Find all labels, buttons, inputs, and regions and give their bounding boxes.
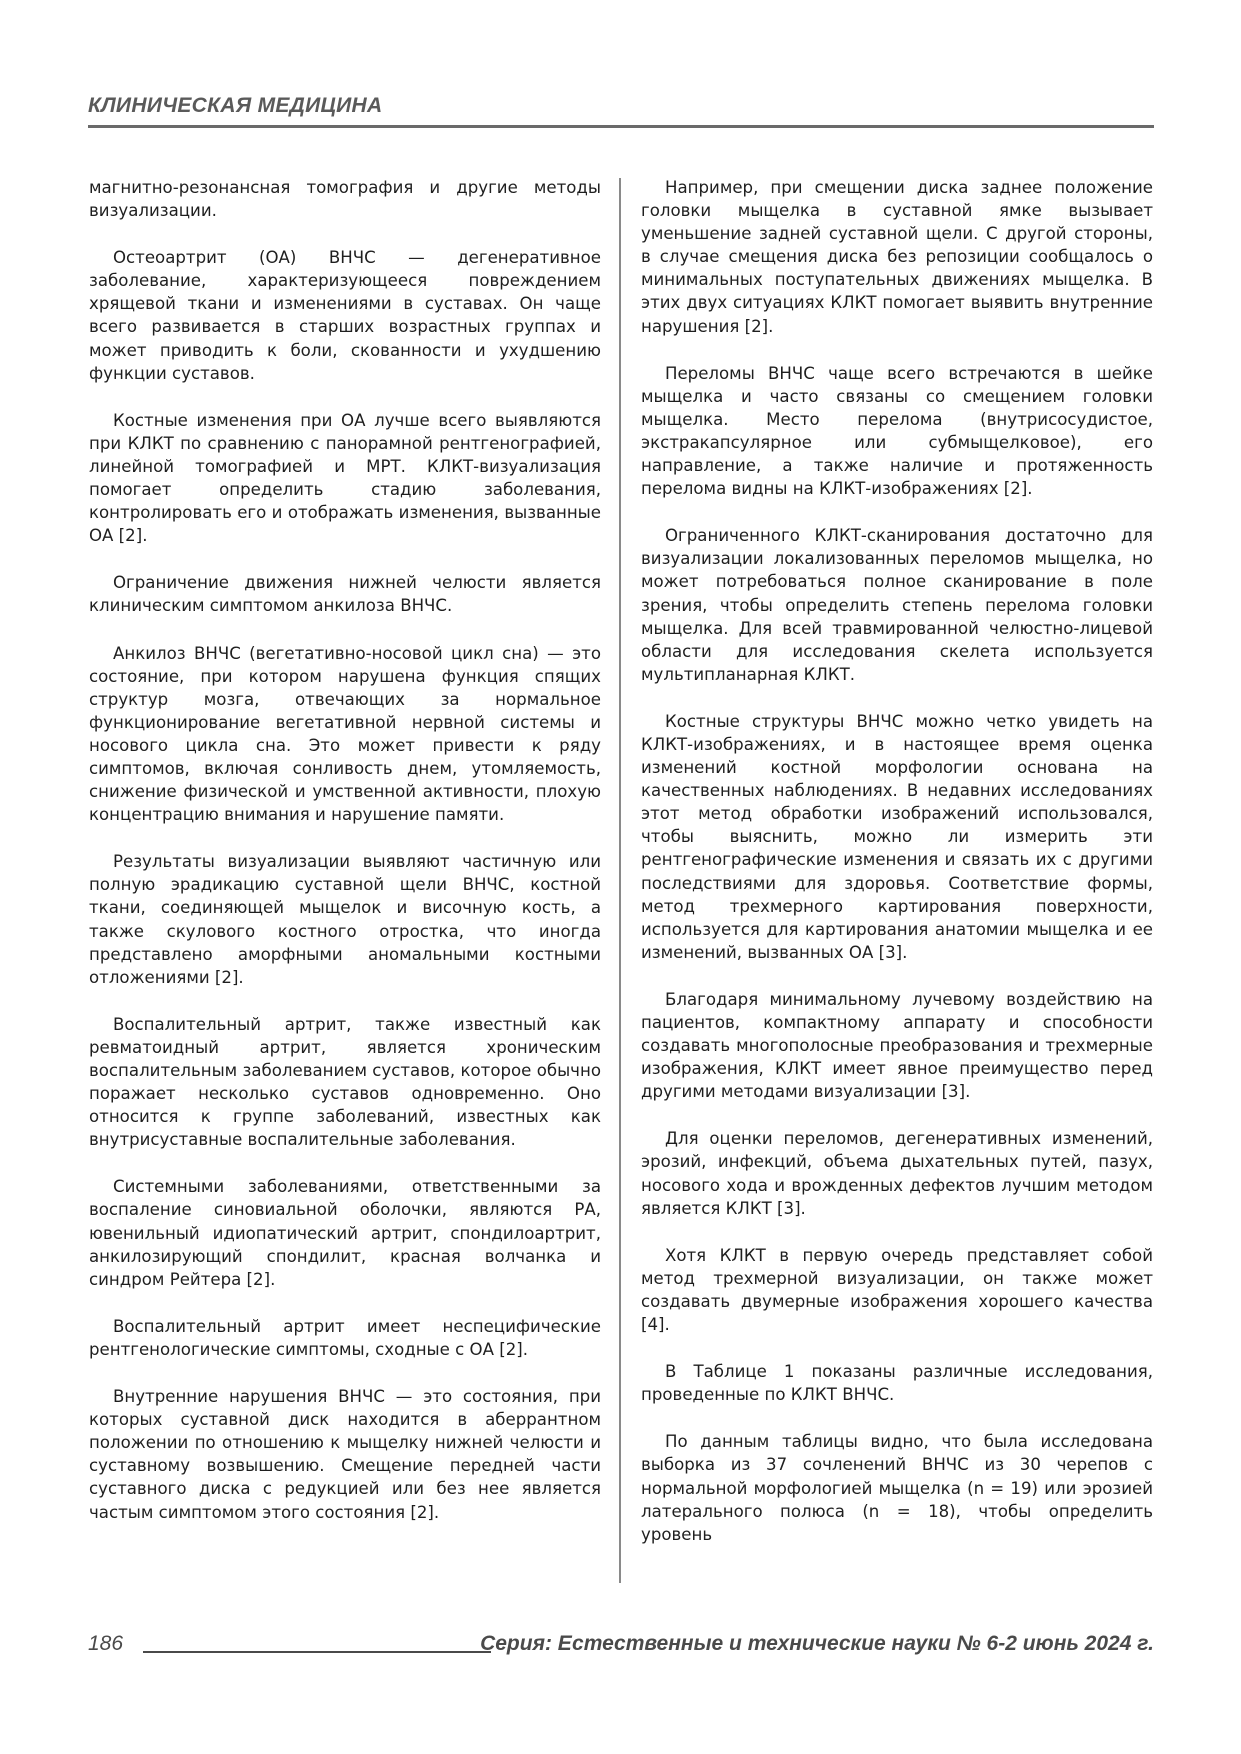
paragraph: Системными заболеваниями, ответственными за воспаление синовиальной оболочки, являются РА, ювенильный идиопатический артрит, спондилоартрит, анкилозирующий спондилит, красная волчанка и синдром Рейтера [2]. — [89, 1177, 601, 1289]
footer-rule — [143, 1651, 491, 1653]
paragraph: Хотя КЛКТ в первую очередь представляет собой метод трехмерной визуализации, он также может создавать двумерные изображения хорошего качества [4]. — [641, 1245, 1153, 1335]
paragraph: Переломы ВНЧС чаще всего встречаются в шейке мыщелка и часто связаны со смещением головки мыщелка. Место перелома (внутрисосудистое, экстракапсулярное или субмыщелковое), его направление, а также наличие и протяженность перелома видны на КЛКТ-изображениях [2]. — [641, 363, 1153, 499]
header-rule — [88, 125, 1154, 128]
paragraph: Ограничение движения нижней челюсти является клиническим симптомом анкилоза ВНЧС. — [89, 573, 601, 616]
paragraph: Внутренние нарушения ВНЧС — это состояния, при которых суставной диск находится в аберрантном положении по отношению к мыщелку нижней челюсти и суставному возвышению. Смещение передней части суставного диска с редукцией или без нее является частым симптомом этого состояния [2]. — [89, 1387, 601, 1522]
section-title: КЛИНИЧЕСКАЯ МЕДИЦИНА — [88, 94, 383, 117]
paragraph: Костные структуры ВНЧС можно четко увидеть на КЛКТ-изображениях, и в настоящее время оценка изменений костной морфологии основана на качественных наблюдениях. В недавних исследованиях этот метод обработки изображений использовался, чтобы выяснить, можно ли измерить эти рентгенографические изменения и связать их с другими последствиями для здоровья. Соответствие формы, метод трехмерного картирования поверхности, используется для картирования анатомии мыщелка и ее изменений, вызванных ОА [3]. — [641, 711, 1153, 962]
paragraph: Костные изменения при ОА лучше всего выявляются при КЛКТ по сравнению с панорамной рентгенографией, линейной томографией и МРТ. КЛКТ-визуализация помогает определить стадию заболевания, контролировать его и отображать изменения, вызванные ОА [2]. — [89, 410, 601, 546]
page-number: 186 — [88, 1632, 124, 1655]
paragraph: магнитно-резонансная томография и другие методы визуализации. — [89, 178, 601, 221]
right-column — [641, 176, 1153, 1570]
paragraph: Результаты визуализации выявляют частичную или полную эрадикацию суставной щели ВНЧС, костной ткани, соединяющей мыщелок и височную кость, а также скулового костного отростка, что иногда представлено аморфными аномальными костными отложениями [2]. — [89, 852, 601, 987]
journal-series: Серия: Естественные и технические науки № 6-2 июнь 2024 г. — [480, 1632, 1154, 1655]
paragraph: Ограниченного КЛКТ-сканирования достаточно для визуализации локализованных переломов мыщелка, но может потребоваться полное сканирование в поле зрения, чтобы определить степень перелома головки мыщелка. Для всей травмированной челюстно-лицевой области для исследования скелета используется мультипланарная КЛКТ. — [641, 526, 1153, 684]
paragraph: Для оценки переломов, дегенеративных изменений, эрозий, инфекций, объема дыхательных путей, пазух, носового хода и врожденных дефектов лучшим методом является КЛКТ [3]. — [641, 1129, 1153, 1218]
left-column — [89, 176, 601, 1548]
paragraph: В Таблице 1 показаны различные исследования, проведенные по КЛКТ ВНЧС. — [641, 1362, 1153, 1405]
paragraph: Остеоартрит (ОА) ВНЧС — дегенеративное заболевание, характеризующееся повреждением хрящевой ткани и изменениями в суставах. Он чаще всего развивается в старших возрастных группах и может приводить к боли, скованности и ухудшению функции суставов. — [89, 248, 601, 383]
paragraph: Воспалительный артрит, также известный как ревматоидный артрит, является хроническим воспалительным заболеванием суставов, которое обычно поражает несколько суставов одновременно. Оно относится к группе заболеваний, известных как внутрисуставные воспалительные заболевания. — [89, 1014, 601, 1150]
paragraph: Воспалительный артрит имеет неспецифические рентгенологические симптомы, сходные с ОА [2]. — [89, 1316, 601, 1359]
paragraph: По данным таблицы видно, что была исследована выборка из 37 сочленений ВНЧС из 30 черепов с нормальной морфологией мыщелка (n = 19) или эрозией латерального полюса (n = 18), чтобы определить уровень — [641, 1432, 1153, 1544]
paragraph: Например, при смещении диска заднее положение головки мыщелка в суставной ямке вызывает уменьшение задней суставной щели. С другой стороны, в случае смещения диска без репозиции сообщалось о минимальных поступательных движениях мыщелка. В этих двух ситуациях КЛКТ помогает выявить внутренние нарушения [2]. — [641, 178, 1153, 336]
paragraph: Благодаря минимальному лучевому воздействию на пациентов, компактному аппарату и способности создавать многополосные преобразования и трехмерные изображения, КЛКТ имеет явное преимущество перед другими методами визуализации [3]. — [641, 989, 1153, 1102]
column-divider — [619, 178, 621, 1583]
paragraph: Анкилоз ВНЧС (вегетативно-носовой цикл сна) — это состояние, при котором нарушена функция спящих структур мозга, отвечающих за нормальное функционирование вегетативной нервной системы и носового цикла сна. Это может привести к ряду симптомов, включая сонливость днем, утомляемость, снижение физической и умственной активности, плохую концентрацию внимания и нарушение памяти. — [89, 643, 601, 825]
running-header — [88, 92, 1154, 128]
running-footer — [88, 1632, 1154, 1666]
